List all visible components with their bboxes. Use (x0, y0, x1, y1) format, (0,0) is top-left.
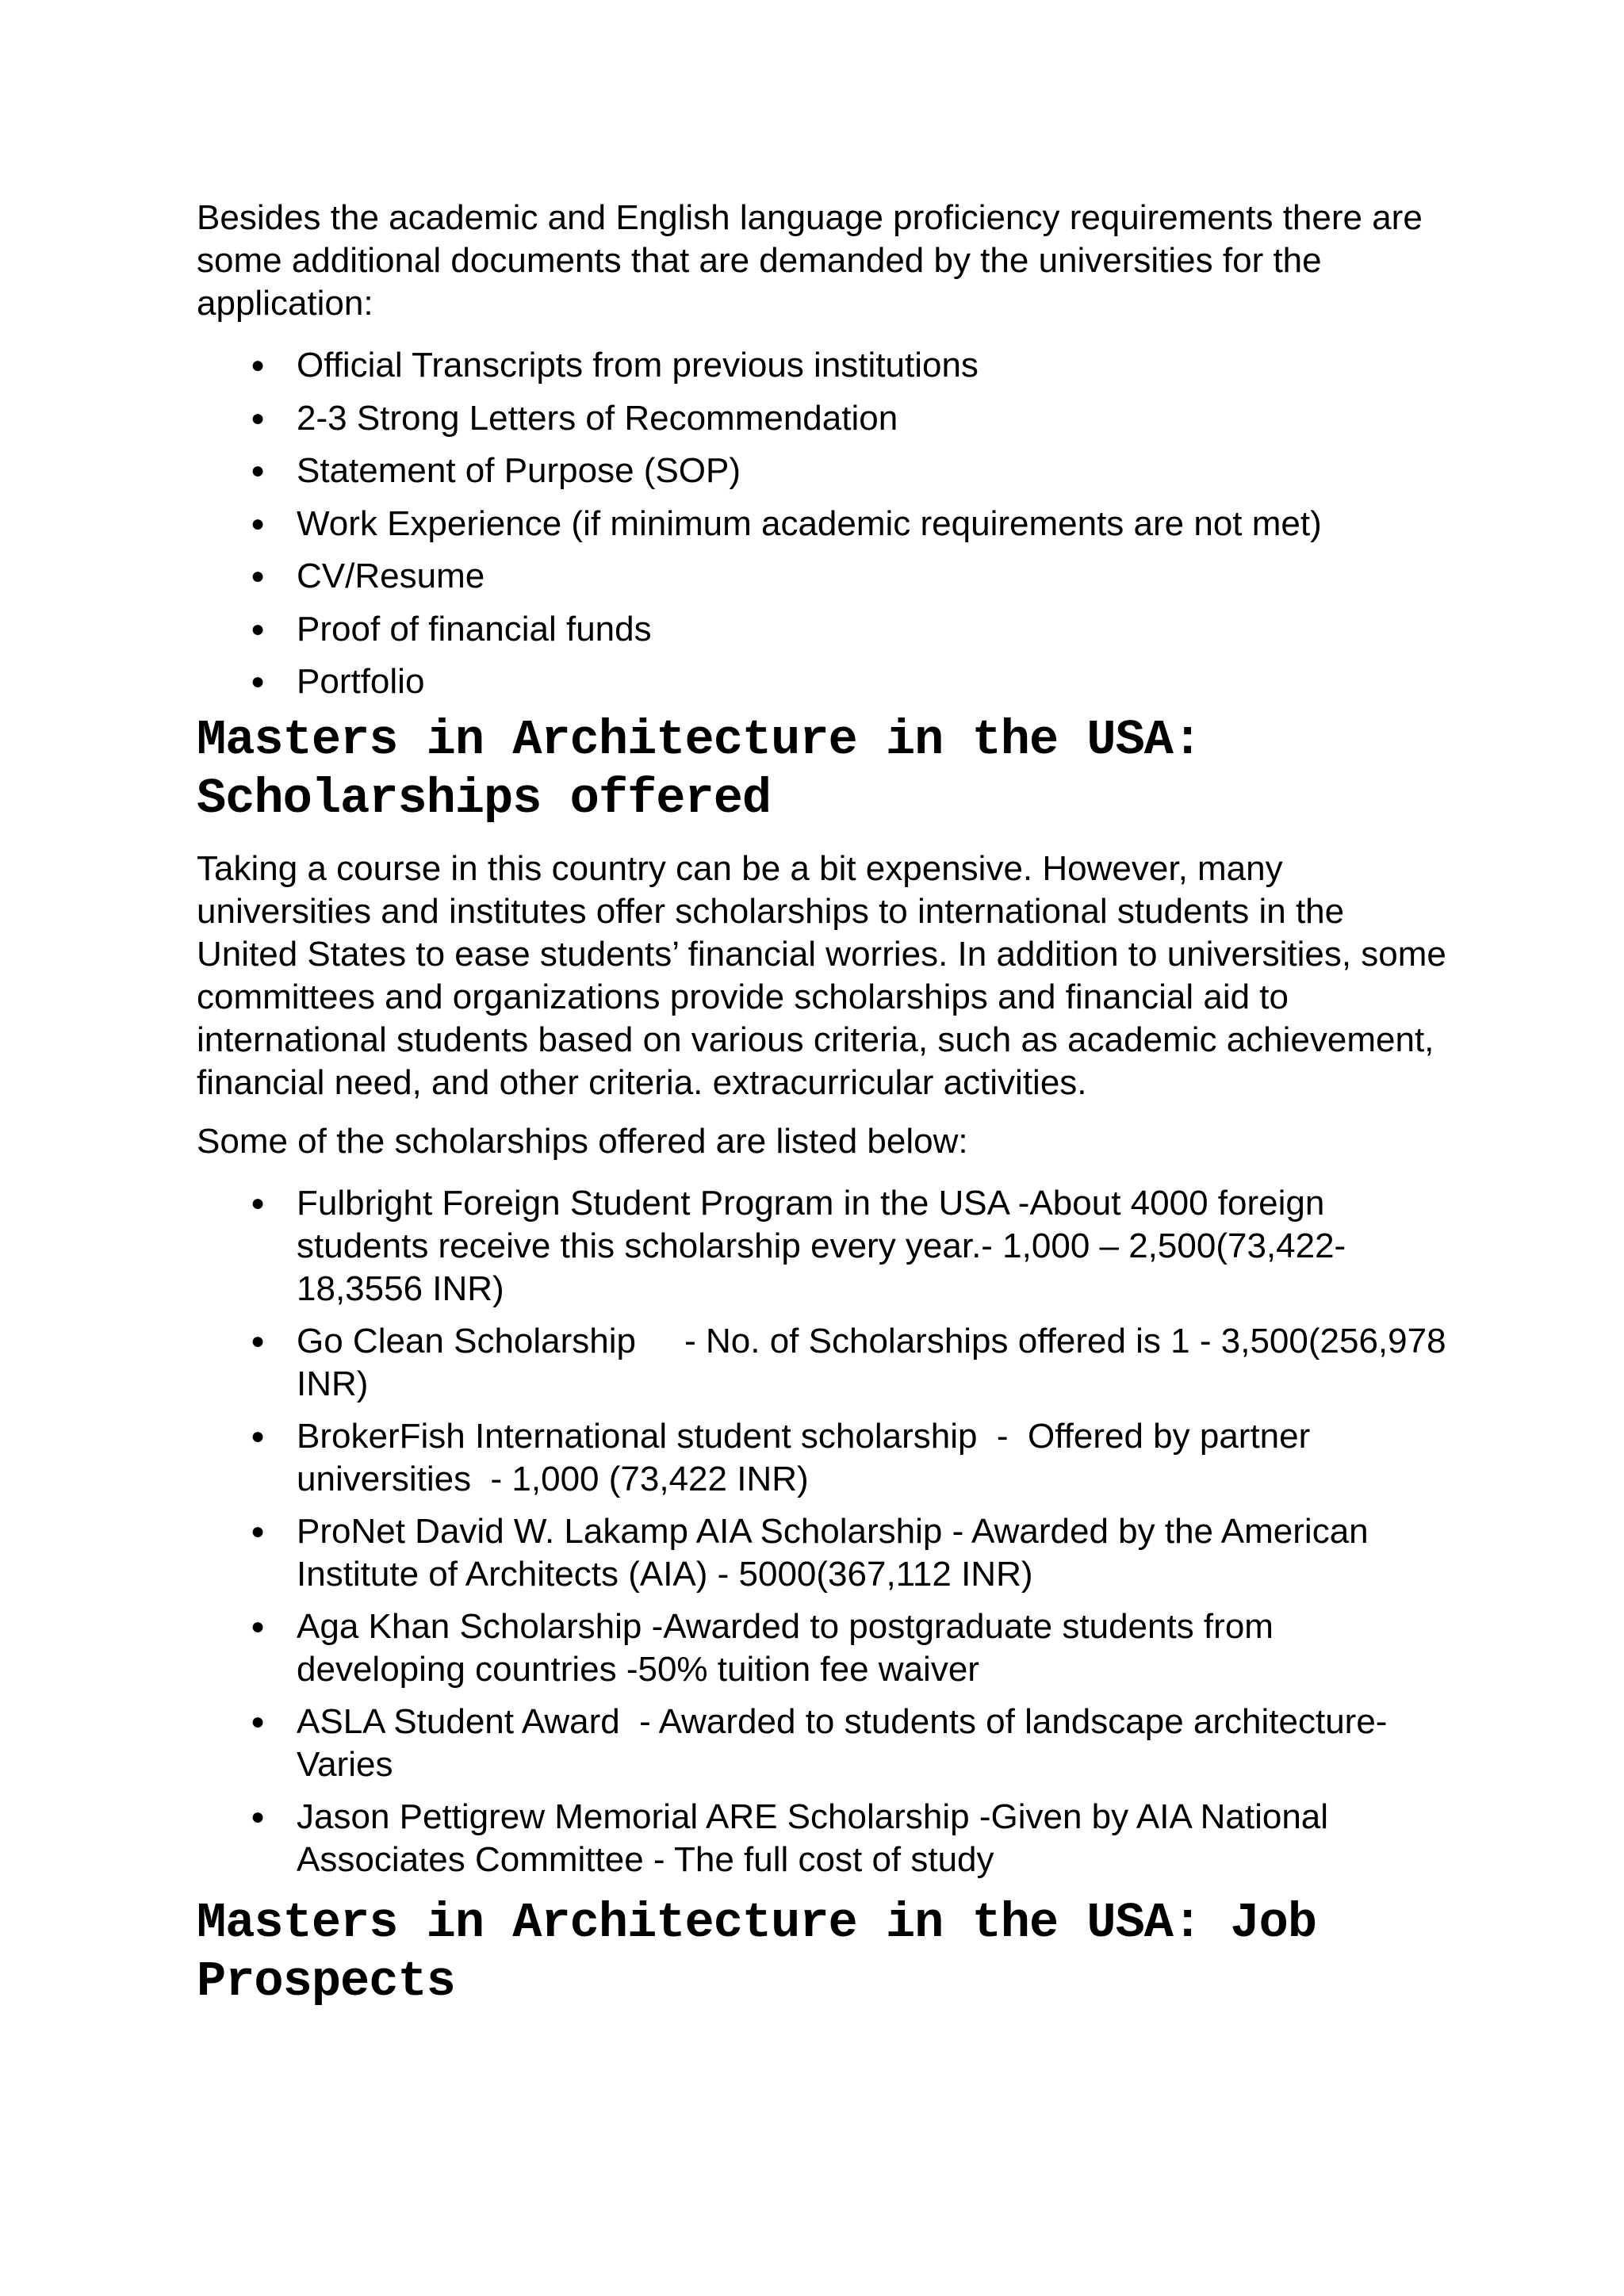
list-item (197, 1182, 1450, 1311)
list-item-text: ProNet David W. Lakamp AIA Scholarship - Awarded by the American Institute of Architects (AIA) - 5000(367,112 INR) (297, 1512, 1369, 1594)
list-item (197, 608, 1450, 651)
list-item-text: Proof of financial funds (297, 609, 652, 649)
document-page (197, 197, 1456, 2011)
bullet-icon: ● (251, 563, 266, 589)
list-item (197, 1320, 1456, 1406)
list-item-text: CV/Resume (297, 557, 485, 595)
bullet-icon: ● (251, 668, 266, 695)
list-item (197, 397, 1450, 440)
scholarships-list (197, 1182, 1456, 1881)
list-item-text: Fulbright Foreign Student Program in the USA -About 4000 foreign students receive this scholarship every year.- 1,000 – 2,500(73,422-18,3556 INR) (297, 1184, 1346, 1308)
bullet-icon: ● (251, 1423, 266, 1449)
scholarships-paragraph: Taking a course in this country can be a bit expensive. However, many universities and institutes offer scholarships to international students in the United States to ease students’ financial worries. In addition to universities, some committees and organizations provide scholarships and financial aid to international students based on various criteria, such as academic achievement, financial need, and other criteria. extracurricular activities. (197, 849, 1446, 1102)
scholarships-lead: Some of the scholarships offered are listed below: (197, 1122, 968, 1161)
list-item (197, 555, 1450, 598)
list-item-text: Statement of Purpose (SOP) (297, 451, 741, 490)
list-item-text: Aga Khan Scholarship -Awarded to postgraduate students from developing countries -50% tuition fee waiver (297, 1607, 1274, 1689)
job-prospects-heading: Masters in Architecture in the USA: Job Prospects (197, 1895, 1317, 2010)
list-item (197, 1605, 1450, 1691)
list-item (197, 1415, 1450, 1501)
list-item-text: ASLA Student Award - Awarded to students of landscape architecture-Varies (297, 1702, 1388, 1784)
scholarships-heading: Masters in Architecture in the USA: Scholarships offered (197, 712, 1202, 827)
list-item-text: Official Transcripts from previous institutions (297, 346, 979, 385)
list-item (197, 660, 1450, 703)
list-item-text: Go Clean Scholarship - No. of Scholarships offered is 1 - 3,500(256,978 INR) (297, 1322, 1456, 1403)
bullet-icon: ● (251, 1804, 266, 1830)
bullet-icon: ● (251, 1328, 266, 1354)
required-documents-list (197, 344, 1450, 703)
bullet-icon: ● (251, 615, 266, 642)
bullet-icon: ● (251, 404, 266, 431)
bullet-icon: ● (251, 1613, 266, 1640)
bullet-icon: ● (251, 1518, 266, 1544)
list-item (197, 1796, 1450, 1881)
list-item (197, 344, 1450, 387)
bullet-icon: ● (251, 1190, 266, 1216)
list-item (197, 1701, 1450, 1786)
list-item-text: 2-3 Strong Letters of Recommendation (297, 398, 898, 438)
bullet-icon: ● (251, 457, 266, 484)
bullet-icon: ● (251, 352, 266, 378)
list-item-text: Jason Pettigrew Memorial ARE Scholarship -Given by AIA National Associates Committee - The full cost of study (297, 1797, 1329, 1879)
bullet-icon: ● (251, 1709, 266, 1735)
list-item (197, 503, 1450, 545)
list-item-text: BrokerFish International student scholarship - Offered by partner universities - 1,000 (73,422 INR) (297, 1417, 1320, 1498)
list-item-text: Work Experience (if minimum academic requirements are not met) (297, 503, 1322, 543)
list-item-text: Portfolio (297, 662, 425, 701)
list-item (197, 1510, 1450, 1596)
bullet-icon: ● (251, 510, 266, 537)
list-item (197, 450, 1450, 492)
intro-paragraph: Besides the academic and English language proficiency requirements there are some additional documents that are demanded by the universities for the application: (197, 198, 1423, 323)
